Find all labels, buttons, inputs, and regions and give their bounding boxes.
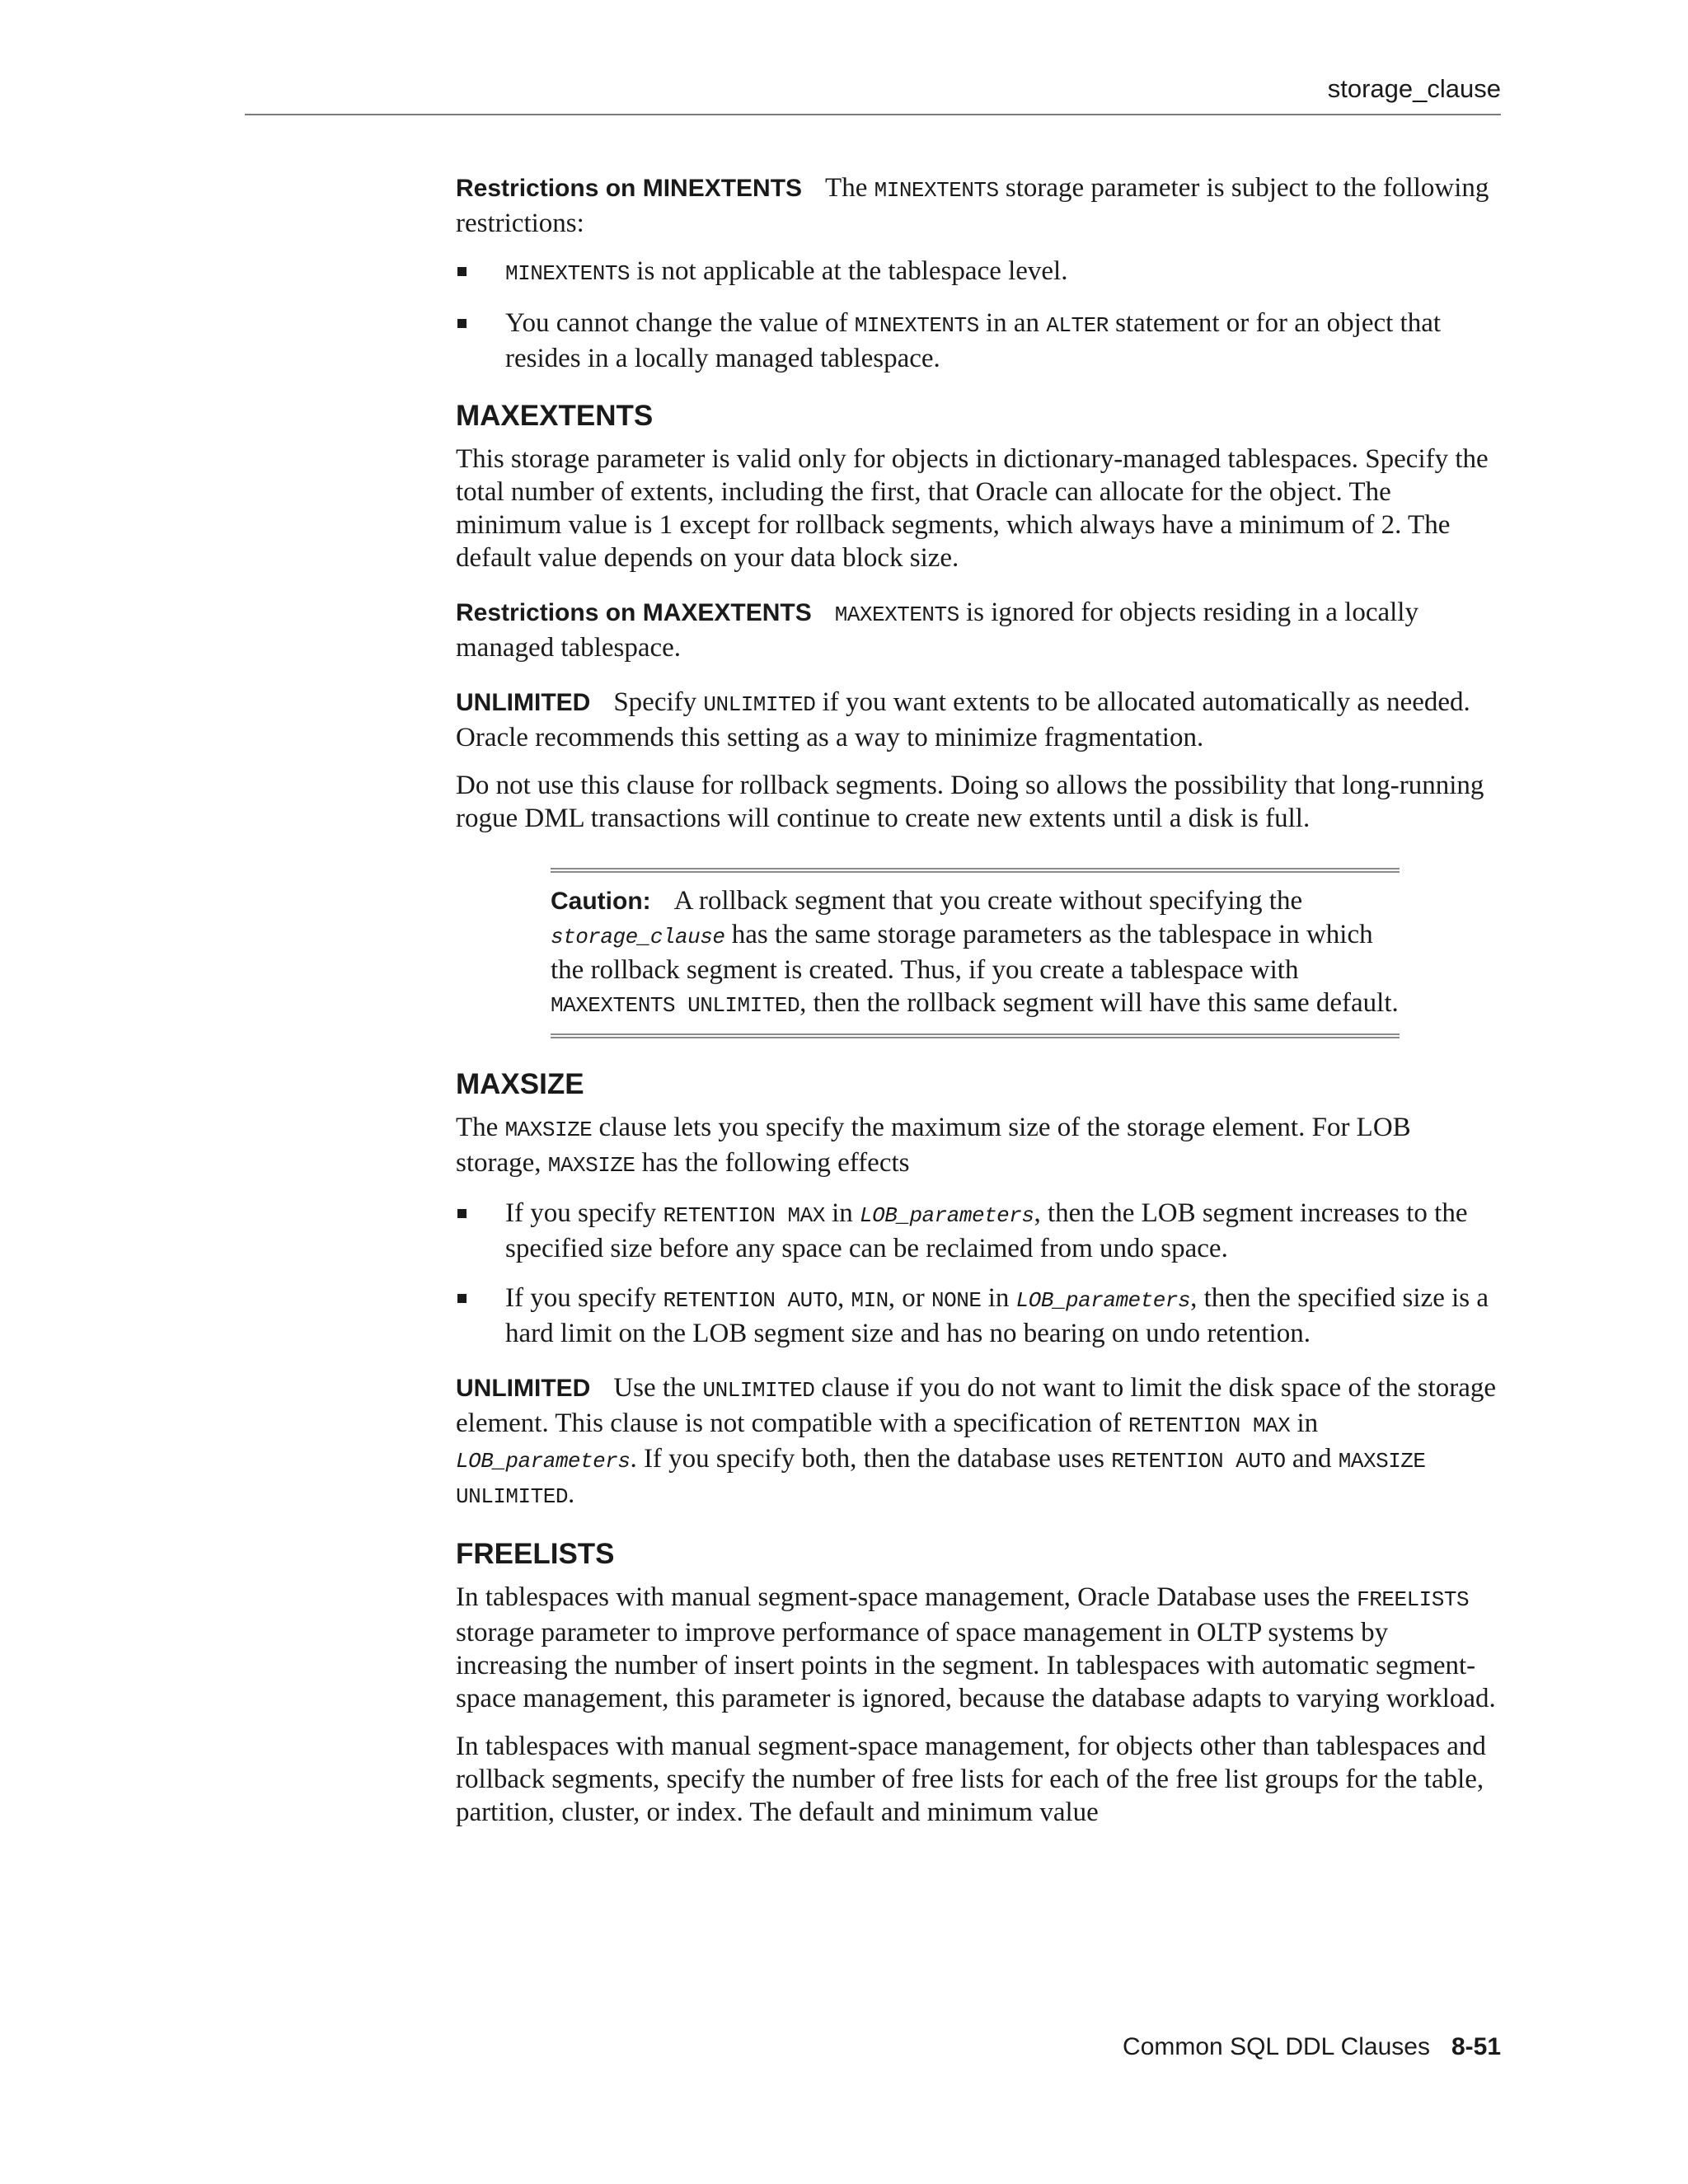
code-term: ALTER <box>1046 313 1109 338</box>
code-term: MAXSIZE UNLIMITED <box>456 1449 1426 1509</box>
maxextents-description: This storage parameter is valid only for objects in dictionary-managed tablespaces. Specify the total number of extents, including the first, that Oracle can allocate for the object. The minimum value is 1 except for rollback segments, which always have a minimum of 2. The default value depends on your data block size. <box>456 444 1489 573</box>
section-heading-maxsize: MAXSIZE <box>456 1068 584 1100</box>
maxsize-effects-list <box>456 1197 1501 1350</box>
rollback-note-paragraph: Do not use this clause for rollback segments. Doing so allows the possibility that long-running rogue DML transactions will continue to create new extents until a disk is full. <box>456 771 1484 833</box>
list-item: If you specify RETENTION MAX in LOB_parameters, then the LOB segment increases to the specified size before any space can be reclaimed from undo space. <box>456 1197 1501 1265</box>
code-term: MAXSIZE <box>547 1153 635 1178</box>
bullet-icon <box>457 267 467 276</box>
code-term: UNLIMITED <box>702 1378 815 1403</box>
code-term: LOB_parameters <box>456 1449 631 1474</box>
code-term: FREELISTS <box>1357 1587 1470 1612</box>
code-term: RETENTION AUTO <box>663 1288 837 1313</box>
page-footer <box>1123 2033 1501 2061</box>
caution-text: Caution: A rollback segment that you create without specifying the storage_clause has the same storage parameters as the tablespace in which the rollback segment is created. Thus, if you create a tablespace with MAXEXTENTS UNLIMITED, then the rollback segment will have this same default. <box>551 886 1399 1018</box>
maxextents-unlimited-paragraph: UNLIMITED Specify UNLIMITED if you want extents to be allocated automatically as needed. Oracle recommends this setting as a way to minimize fragmentation. <box>456 687 1470 752</box>
code-term: MINEXTENTS <box>874 178 999 203</box>
maxextents-restrictions-paragraph: Restrictions on MAXEXTENTS MAXEXTENTS is ignored for objects residing in a locally managed tablespace. <box>456 598 1418 663</box>
list-item: You cannot change the value of MINEXTENTS in an ALTER statement or for an object that resides in a locally managed tablespace. <box>456 307 1501 375</box>
code-term: LOB_parameters <box>860 1203 1034 1228</box>
code-term: MINEXTENTS <box>854 313 979 338</box>
freelists-paragraph-2: In tablespaces with manual segment-space management, for objects other than tablespaces and rollback segments, specify the number of free lists for each of the free list groups for the table, partition, cluster, or index. The default and minimum value <box>456 1732 1486 1827</box>
code-term: MAXSIZE <box>504 1118 593 1142</box>
caution-label: Caution: <box>551 888 651 915</box>
list-item: If you specify RETENTION AUTO, MIN, or NONE in LOB_parameters, then the specified size is a hard limit on the LOB segment size and has no bearing on undo retention. <box>456 1282 1501 1350</box>
page-body <box>456 171 1501 1844</box>
code-term: MIN <box>851 1288 889 1313</box>
code-term: NONE <box>931 1288 982 1313</box>
minextents-restrictions-paragraph: Restrictions on MINEXTENTS The MINEXTENTS storage parameter is subject to the following restrictions: <box>456 173 1489 238</box>
section-heading-freelists: FREELISTS <box>456 1538 615 1570</box>
caution-box <box>551 868 1400 1038</box>
maxsize-unlimited-paragraph: UNLIMITED Use the UNLIMITED clause if you do not want to limit the disk space of the storage element. This clause is not compatible with a specification of RETENTION MAX in LOB_parameters. If you specify both, then the database uses RETENTION AUTO and MAXSIZE UNLIMITED. <box>456 1373 1497 1509</box>
bullet-icon <box>457 319 467 328</box>
footer-section-title: Common SQL DDL Clauses <box>1123 2033 1430 2060</box>
code-term: LOB_parameters <box>1015 1288 1191 1313</box>
code-term: storage_clause <box>551 925 725 949</box>
maxsize-intro: The MAXSIZE clause lets you specify the maximum size of the storage element. For LOB storage, MAXSIZE has the following effects <box>456 1113 1411 1178</box>
run-in-heading: UNLIMITED <box>456 1375 591 1402</box>
code-term: MAXEXTENTS UNLIMITED <box>551 993 800 1018</box>
code-term: MAXEXTENTS <box>834 602 959 627</box>
code-term: RETENTION MAX <box>1128 1413 1291 1438</box>
bullet-icon <box>457 1294 467 1303</box>
running-header: storage_clause <box>1327 74 1501 103</box>
freelists-paragraph-1: In tablespaces with manual segment-space management, Oracle Database uses the FREELISTS storage parameter to improve performance of space management in OLTP systems by increasing the number of insert points in the segment. In tablespaces with automatic segment-space management, this parameter is ignored, because the database adapts to varying workload. <box>456 1582 1496 1713</box>
code-term: RETENTION AUTO <box>1111 1449 1286 1474</box>
code-term: UNLIMITED <box>703 692 816 717</box>
section-heading-maxextents: MAXEXTENTS <box>456 400 654 432</box>
run-in-heading: UNLIMITED <box>456 689 591 716</box>
bullet-icon <box>457 1209 467 1218</box>
code-term: RETENTION MAX <box>663 1203 825 1228</box>
list-item: MINEXTENTS is not applicable at the tablespace level. <box>456 255 1501 290</box>
page-number: 8-51 <box>1451 2033 1501 2060</box>
code-term: MINEXTENTS <box>505 261 631 286</box>
run-in-heading: Restrictions on MAXEXTENTS <box>456 599 812 626</box>
minextents-restriction-list <box>456 255 1501 375</box>
run-in-heading: Restrictions on MINEXTENTS <box>456 175 803 202</box>
header-rule <box>245 114 1501 115</box>
